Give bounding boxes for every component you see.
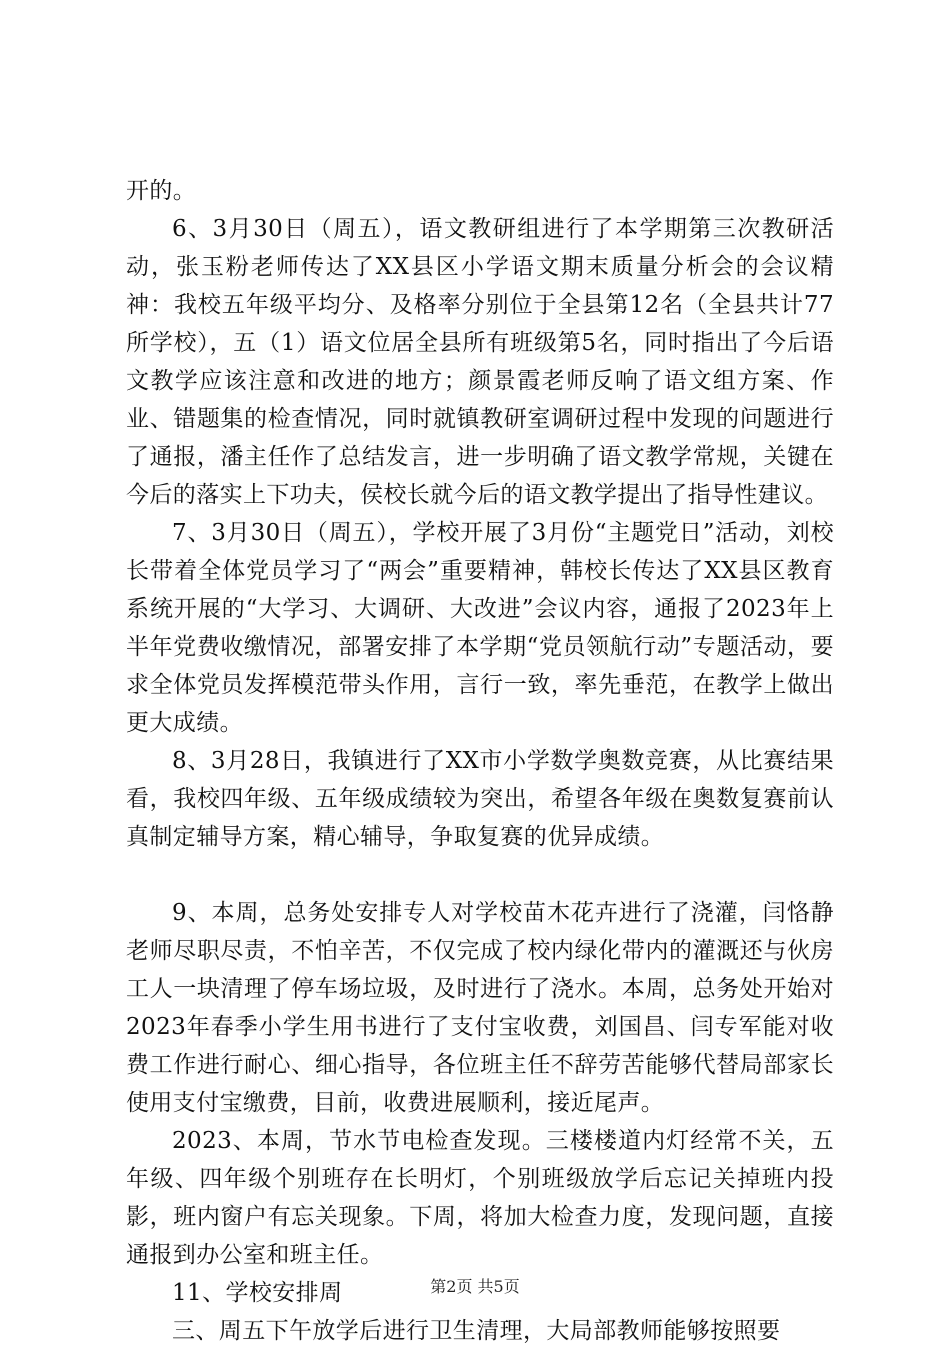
- paragraph-item-8: 8、3月28日，我镇进行了XX市小学数学奥数竞赛，从比赛结果看，我校四年级、五年级成绩较为突出，希望各年级在奥数复赛前认真制定辅导方案，精心辅导，争取复赛的优异成绩。: [126, 748, 834, 850]
- paragraph-spacer: [126, 856, 834, 894]
- page-number-footer: 第2页 共5页: [430, 1277, 520, 1296]
- paragraph-item-6: 6、3月30日（周五），语文教研组进行了本学期第三次教研活动，张玉粉老师传达了XX县区小学语文期末质量分析会的会议精神：我校五年级平均分、及格率分别位于全县第12名（全县共计77所学校），五（1）语文位居全县所有班级第5名，同时指出了今后语文教学应该注意和改进的地方；颜景霞老师反响了语文组方案、作业、错题集的检查情况，同时就镇教研室调研过程中发现的问题进行了通报，潘主任作了总结发言，进一步明确了语文教学常规，关键在今后的落实上下功夫，侯校长就今后的语文教学提出了指导性建议。: [126, 216, 834, 508]
- paragraph-item-10: 2023、本周，节水节电检查发现。三楼楼道内灯经常不关，五年级、四年级个别班存在长明灯，个别班级放学后忘记关掉班内投影，班内窗户有忘关现象。下周，将加大检查力度，发现问题，直接通报到办公室和班主任。: [126, 1128, 834, 1268]
- paragraph-item-11: 11、学校安排周: [172, 1280, 343, 1306]
- paragraph-item-9: 9、本周，总务处安排专人对学校苗木花卉进行了浇灌，闫恪静老师尽职尽责，不怕辛苦，不仅完成了校内绿化带内的灌溉还与伙房工人一块清理了停车场垃圾，及时进行了浇水。本周，总务处开始对2023年春季小学生用书进行了支付宝收费，刘国昌、闫专军能对收费工作进行耐心、细心指导，各位班主任不辞劳苦能够代替局部家长使用支付宝缴费，目前，收费进展顺利，接近尾声。: [126, 900, 834, 1116]
- paragraph-section-3: 三、周五下午放学后进行卫生清理，大局部教师能够按照要: [172, 1318, 781, 1344]
- paragraph-continuation: 开的。: [126, 178, 197, 204]
- document-body: [126, 172, 834, 1350]
- paragraph-item-7: 7、3月30日（周五），学校开展了3月份“主题党日”活动，刘校长带着全体党员学习了“两会”重要精神，韩校长传达了XX县区教育系统开展的“大学习、大调研、大改进”会议内容，通报了2023年上半年党费收缴情况，部署安排了本学期“党员领航行动”专题活动，要求全体党员发挥模范带头作用，言行一致，率先垂范，在教学上做出更大成绩。: [126, 520, 834, 736]
